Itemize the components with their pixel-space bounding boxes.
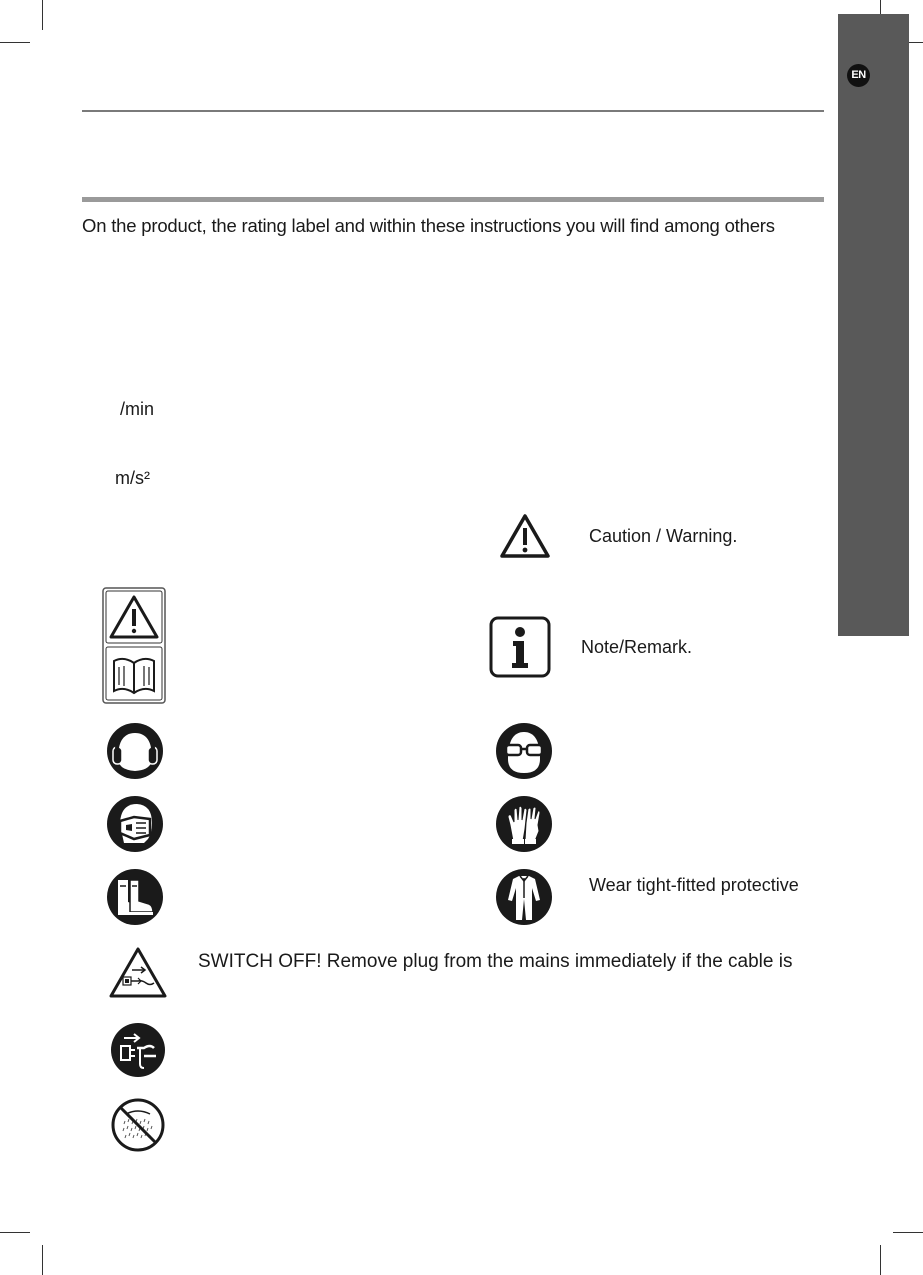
crop-mark (0, 42, 30, 43)
crop-mark (880, 1245, 881, 1275)
crop-mark (42, 0, 43, 30)
caution-label: Caution / Warning. (589, 526, 738, 546)
language-badge: EN (847, 64, 870, 87)
eye-protection-icon (495, 722, 553, 780)
no-rain-icon (110, 1097, 166, 1153)
protective-clothing-icon (495, 868, 553, 926)
unplug-icon (110, 1022, 166, 1078)
crop-mark (42, 1245, 43, 1275)
dust-mask-icon (106, 795, 164, 853)
header-rule (82, 110, 824, 112)
intro-text: On the product, the rating label and within these instructions you will find among others (82, 215, 775, 236)
section-rule (82, 197, 824, 202)
gloves-icon (495, 795, 553, 853)
warning-triangle-icon (499, 513, 551, 559)
note-label: Note/Remark. (581, 637, 693, 657)
speed-unit: /min (120, 399, 155, 419)
crop-mark (893, 1232, 923, 1233)
safety-boots-icon (106, 868, 164, 926)
vibration-unit: m/s² (115, 468, 150, 488)
ear-protection-icon (106, 722, 164, 780)
info-note-icon (489, 616, 551, 678)
switch-off-label: SWITCH OFF! Remove plug from the mains immediately if the cable is (198, 951, 793, 972)
read-manual-icon (102, 587, 166, 704)
damaged-cable-warning-icon (108, 946, 168, 1000)
side-language-tab (838, 14, 909, 636)
crop-mark (0, 1232, 30, 1233)
protective-clothing-label: Wear tight-fitted protective (589, 875, 799, 895)
